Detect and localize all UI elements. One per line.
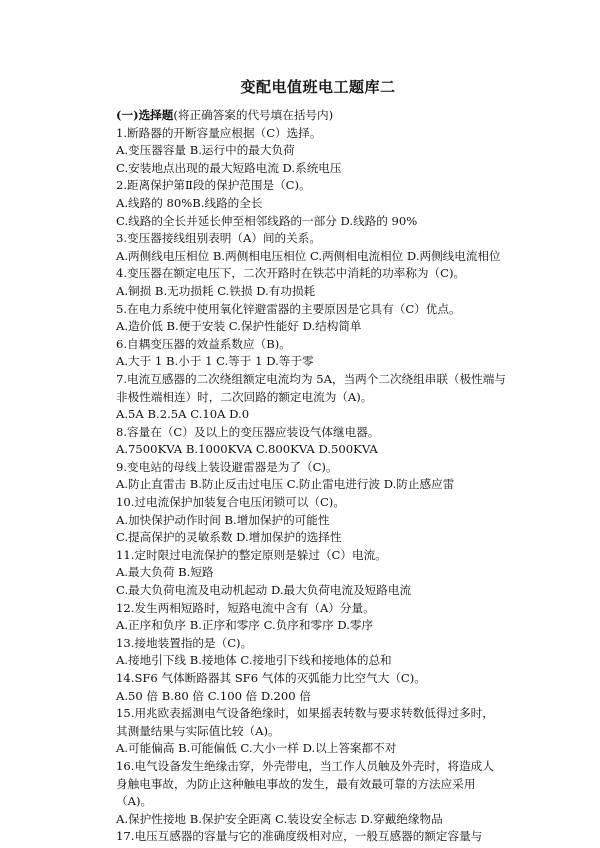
text-line: 其测量结果与实际值比较（A)。: [116, 723, 280, 738]
text-line: A.加快保护动作时间 B.增加保护的可能性: [116, 512, 330, 527]
text-line: 7.电流互感器的二次绕组额定电流均为 5A，当两个二次绕组串联（极性端与: [116, 371, 506, 386]
text-line: 10.过电流保护加装复合电压闭锁可以（C)。: [116, 495, 345, 510]
text-line: A.造价低 B.便于安装 C.保护性能好 D.结构简单: [116, 319, 362, 334]
section-label: (一)选择题: [116, 108, 174, 122]
document-title: 变配电值班电工题库二: [240, 78, 396, 96]
text-line: 2.距离保护第Ⅱ段的保护范围是（C)。: [116, 178, 311, 193]
text-line: C.提高保护的灵敏系数 D.增加保护的选择性: [116, 530, 342, 545]
text-line: A.正序和负序 B.正序和零序 C.负序和零序 D.零序: [116, 618, 374, 633]
text-line: 9.变电站的母线上装设避雷器是为了（C)。: [116, 459, 338, 474]
text-line: C.安装地点出现的最大短路电流 D.系统电压: [116, 160, 342, 175]
text-line: A.铜损 B.无功损耗 C.铁损 D.有功损耗: [116, 283, 316, 298]
text-line: 15.用兆欧表摇测电气设备绝缘时，如果摇表转数与要求转数低得过多时，: [116, 706, 494, 721]
text-line: A.变压器容量 B.运行中的最大负荷: [116, 143, 295, 158]
text-line: C.最大负荷电流及电动机起动 D.最大负荷电流及短路电流: [116, 583, 412, 598]
text-line: 11.定时限过电流保护的整定原则是躲过（C）电流。: [116, 547, 387, 562]
text-line: 非极性端相连）时，二次回路的额定电流为（A)。: [116, 389, 373, 404]
text-line: 12.发生两相短路时，短路电流中含有（A）分量。: [116, 600, 375, 615]
text-line: C.线路的全长并延长伸至相邻线路的一部分 D.线路的 90%: [116, 213, 418, 228]
text-line: A.最大负荷 B.短路: [116, 565, 214, 580]
text-line: A.可能偏高 B.可能偏低 C.大小一样 D.以上答案都不对: [116, 741, 397, 756]
text-line: 3.变压器接线组别表明（A）间的关系。: [116, 231, 321, 246]
text-line: 13.接地装置指的是（C)。: [116, 635, 253, 650]
text-line: 身触电事故，为防止这种触电事故的发生，最有效最可靠的方法应采用: [116, 776, 476, 791]
text-line: 16.电气设备发生绝缘击穿，外壳带电，当工作人员触及外壳时，将造成人: [116, 758, 494, 773]
text-line: A.5A B.2.5A C.10A D.0: [116, 407, 250, 422]
text-line: A.接地引下线 B.接地体 C.接地引下线和接地体的总和: [116, 653, 392, 668]
section-heading: [116, 107, 540, 125]
text-line: 1.断路器的开断容量应根据（C）选择。: [116, 125, 322, 140]
text-line: A.50 倍 B.80 倍 C.100 倍 D.200 倍: [116, 688, 311, 703]
text-line: 6.自耦变压器的效益系数应（B)。: [116, 336, 291, 351]
text-line: 8.容量在（C）及以上的变压器应装设气体继电器。: [116, 424, 380, 439]
text-line: A.大于 1 B.小于 1 C.等于 1 D.等于零: [116, 354, 314, 369]
text-line: A.线路的 80%B.线路的全长: [116, 195, 263, 210]
text-line: A.7500KVA B.1000KVA C.800KVA D.500KVA: [116, 442, 378, 457]
text-line: 17.电压互感器的容量与它的准确度级相对应，一般互感器的额定容量与: [116, 829, 483, 844]
section-note: (将正确答案的代号填在括号内): [173, 108, 334, 122]
text-line: 5.在电力系统中使用氧化锌避雷器的主要原因是它具有（C）优点。: [116, 301, 461, 316]
text-line: （A)。: [116, 794, 153, 809]
text-line: A.防止直雷击 B.防止反击过电压 C.防止雷电进行波 D.防止感应雷: [116, 477, 455, 492]
text-line: A.两侧线电压相位 B.两侧相电压相位 C.两侧相电流相位 D.两侧线电流相位: [116, 248, 501, 263]
question-list: [116, 125, 540, 846]
text-line: 14.SF6 气体断路器其 SF6 气体的灭弧能力比空气大（C)。: [116, 671, 426, 685]
text-line: A.保护性接地 B.保护安全距离 C.装设安全标志 D.穿戴绝缘物品: [116, 811, 443, 826]
text-line: 4.变压器在额定电压下，二次开路时在铁芯中消耗的功率称为（C)。: [116, 266, 466, 281]
